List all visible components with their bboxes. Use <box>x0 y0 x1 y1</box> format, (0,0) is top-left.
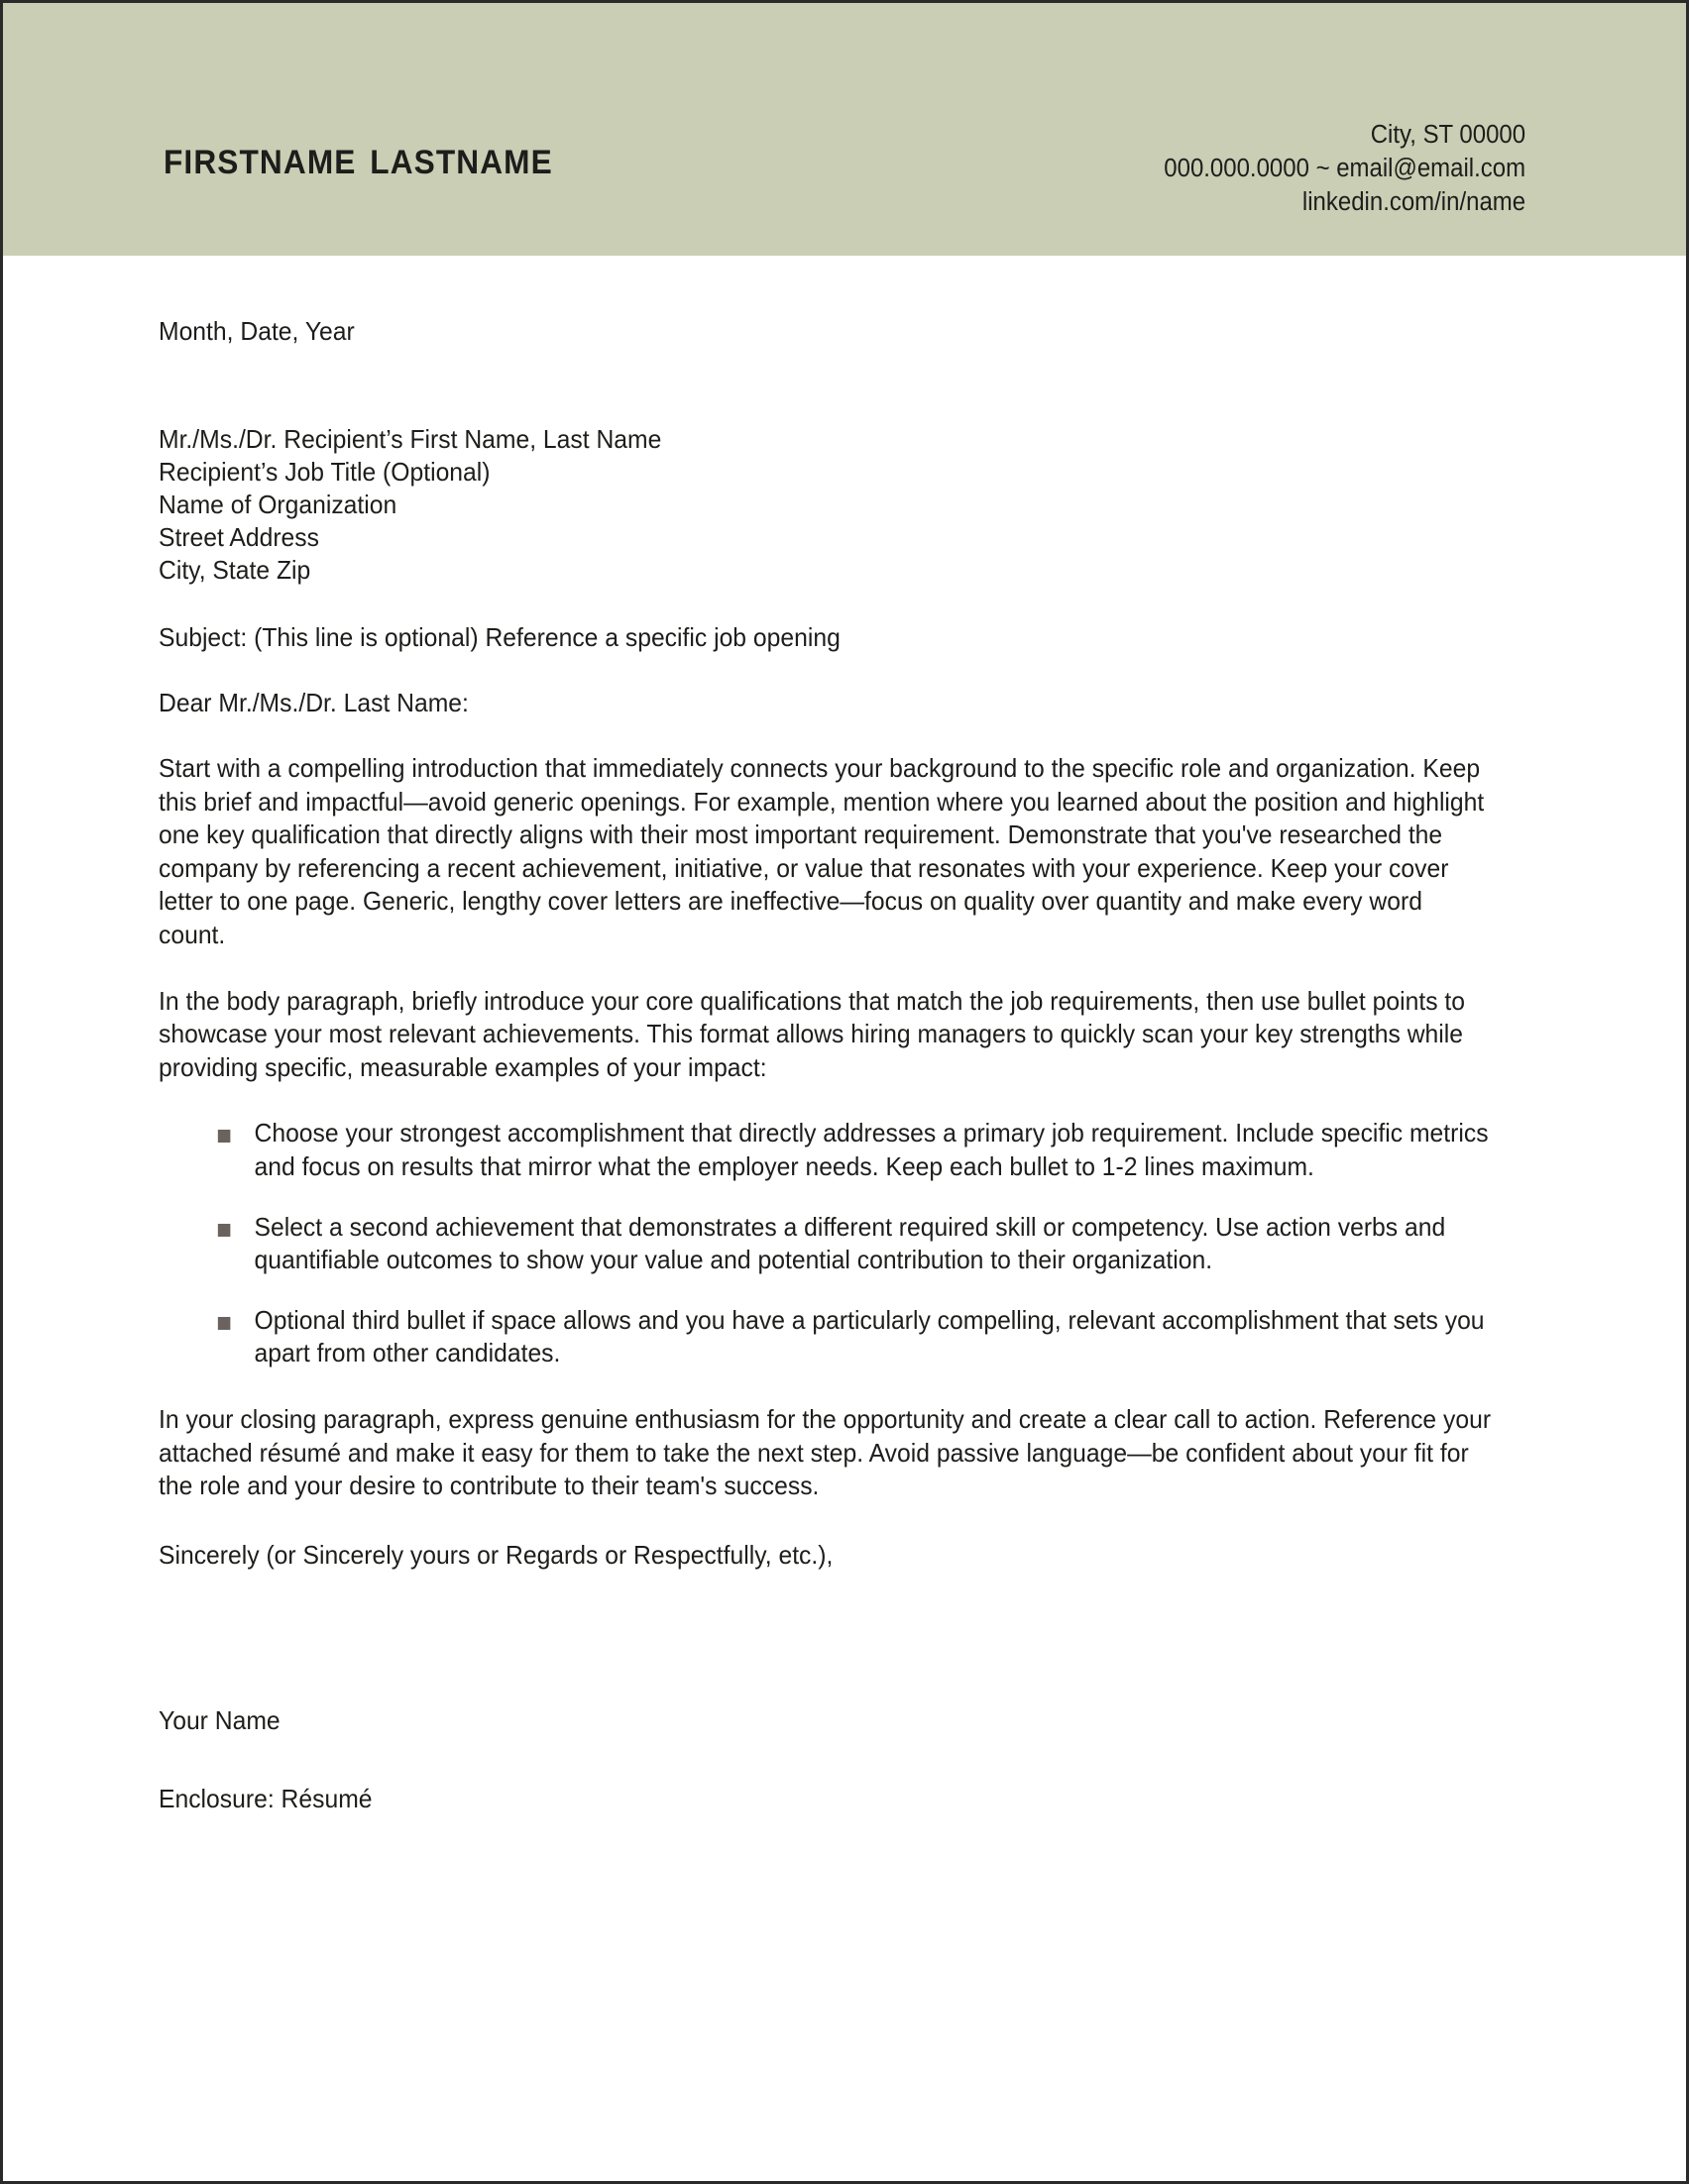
list-item <box>159 1118 1494 1184</box>
date-line: Month, Date, Year <box>159 318 355 346</box>
recipient-city-state-zip: City, State Zip <box>159 557 311 585</box>
list-item-text: Optional third bullet if space allows and you have a particularly compelling, relevant accomplishment that sets you apart from other candidates. <box>254 1306 1485 1368</box>
recipient-address-block <box>159 424 1494 588</box>
letter-body <box>159 256 1542 1816</box>
contact-line-phone-email: 000.000.0000 ~ email@email.com <box>1164 155 1525 182</box>
header-inner <box>3 3 1686 256</box>
header-band <box>3 3 1686 256</box>
contact-line-linkedin: linkedin.com/in/name <box>1301 188 1525 216</box>
body-paragraph-closing: In your closing paragraph, express genuine enthusiasm for the opportunity and create a clear call to action. Reference your attached résumé and make it easy for them to take the next step. Avoid passive language—be confident about your fit for the role and your desire to contribute to their team's success. <box>159 1405 1492 1501</box>
recipient-organization: Name of Organization <box>159 491 397 519</box>
list-item <box>159 1305 1494 1371</box>
subject-line: Subject: (This line is optional) Reference a specific job opening <box>159 624 841 652</box>
recipient-job-title: Recipient’s Job Title (Optional) <box>159 459 491 487</box>
list-item-text: Select a second achievement that demonstrates a different required skill or competency. Use action verbs and quantifiable outcomes to show your value and potential contribution to their organization. <box>254 1213 1446 1275</box>
square-bullet-icon <box>218 1224 231 1237</box>
achievement-bullet-list <box>159 1118 1494 1371</box>
list-item-text: Choose your strongest accomplishment that directly addresses a primary job requirement. Include specific metrics and focus on results that mirror what the employer needs. Keep each bullet to 1-2 lines maximum. <box>254 1120 1489 1181</box>
square-bullet-icon <box>218 1130 231 1143</box>
salutation-line: Dear Mr./Ms./Dr. Last Name: <box>159 690 469 717</box>
body-paragraph-intro: Start with a compelling introduction that immediately connects your background to the specific role and organization. Keep this brief and impactful—avoid generic openings. For example, mention where you learned about the position and highlight one key qualification that directly aligns with their most important requirement. Demonstrate that you've researched the company by referencing a recent achievement, initiative, or value that resonates with your experience. Keep your cover letter to one page. Generic, lengthy cover letters are ineffective—focus on quality over quantity and make every word count. <box>159 755 1485 949</box>
page-title: firstname lastname <box>164 131 553 184</box>
list-item <box>159 1212 1494 1278</box>
recipient-street-address: Street Address <box>159 524 319 552</box>
enclosure-line: Enclosure: Résumé <box>159 1785 373 1813</box>
sign-off-line: Sincerely (or Sincerely yours or Regards or Respectfully, etc.), <box>159 1541 834 1570</box>
contact-line-location: City, ST 00000 <box>1370 121 1525 149</box>
signer-name: Your Name <box>159 1706 281 1735</box>
recipient-name: Mr./Ms./Dr. Recipient’s First Name, Last Name <box>159 426 662 454</box>
square-bullet-icon <box>218 1317 231 1330</box>
body-paragraph-qualifications: In the body paragraph, briefly introduce your core qualifications that match the job requirements, then use bullet points to showcase your most relevant achievements. This format allows hiring managers to quickly scan your key strengths while providing specific, measurable examples of your impact: <box>159 987 1466 1082</box>
contact-info-block <box>1164 118 1525 219</box>
